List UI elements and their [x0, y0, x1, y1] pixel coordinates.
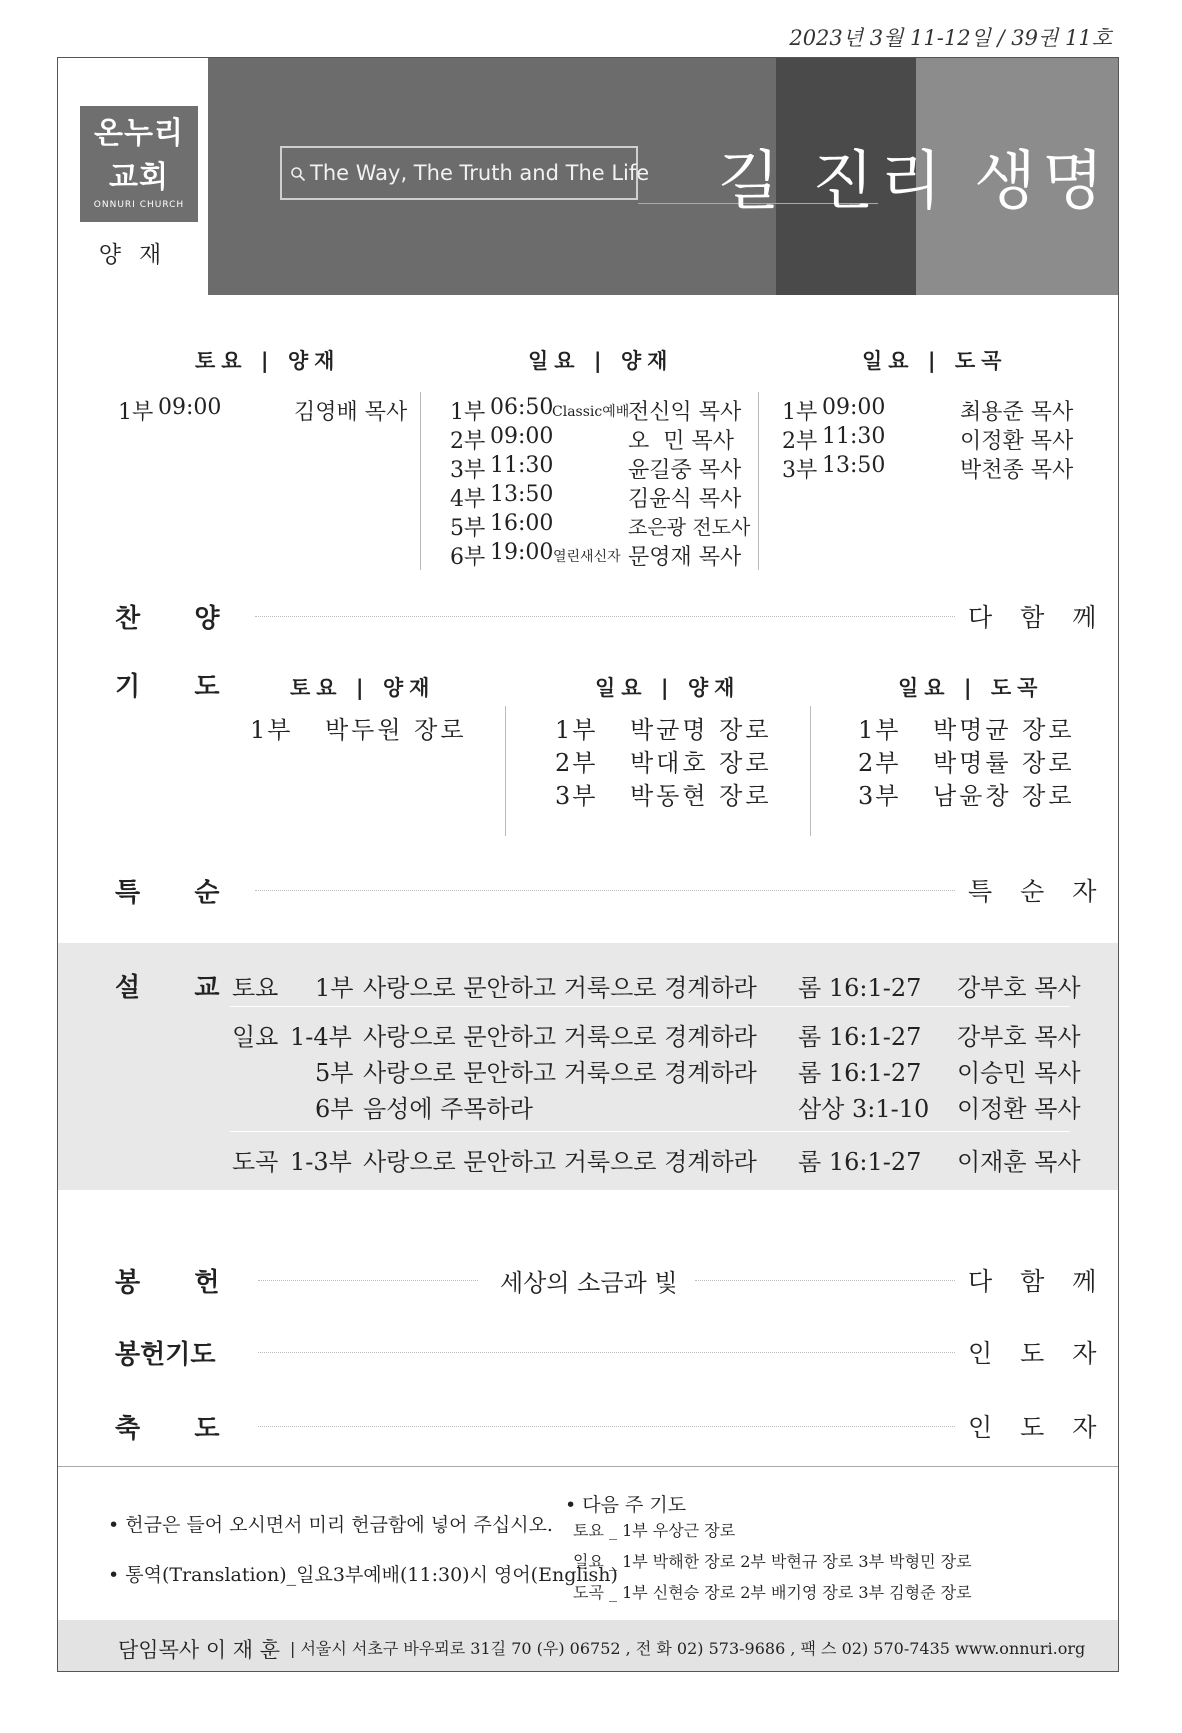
sermon-title: 사랑으로 문안하고 거룩으로 경계하라: [363, 1148, 757, 1176]
service-time: 09:00: [822, 395, 886, 420]
service-pastor: 김영배 목사: [294, 400, 408, 425]
service-part: 1부: [450, 400, 486, 425]
search-icon: [290, 166, 306, 182]
offering-label: 봉 헌: [115, 1268, 220, 1298]
sermon-label: 설 교: [115, 973, 220, 1003]
translation-note: • 통역(Translation)_일요3부예배(11:30)시 영어(English): [108, 1564, 618, 1586]
sermon-title: 음성에 주목하라: [363, 1095, 533, 1123]
prayer-part: 3부: [555, 782, 598, 810]
offering-prayer-label: 봉헌기도: [115, 1340, 216, 1370]
service-time: 13:50: [490, 482, 554, 507]
special-performer: 특 순 자: [968, 877, 1107, 906]
prayer-part: 2부: [858, 749, 901, 777]
prayer-part: 3부: [858, 782, 901, 810]
sun-dogok-heading: 일요 | 도곡: [862, 349, 1008, 373]
service-pastor: 최용준 목사: [960, 400, 1074, 425]
service-pastor: 전신익 목사: [628, 400, 742, 425]
benediction-leader: 인 도 자: [968, 1413, 1107, 1442]
senior-pastor: 담임목사 이 재 훈: [118, 1638, 281, 1662]
sermon-scripture: 롬 16:1-27: [798, 1059, 922, 1087]
service-note: 열린새신자: [553, 549, 621, 565]
service-time: 09:00: [158, 395, 222, 420]
service-time: 19:00: [490, 540, 554, 565]
service-part: 6부: [450, 545, 486, 570]
service-note: Classic예배: [552, 404, 630, 420]
service-time: 09:00: [490, 424, 554, 449]
prayer-name: 박균명 장로: [630, 716, 772, 744]
offering-song: 세상의 소금과 빛: [500, 1269, 678, 1297]
sermon-separator: [230, 1006, 1070, 1007]
sermon-preacher: 이승민 목사: [957, 1059, 1081, 1087]
service-pastor: 윤길중 목사: [628, 458, 742, 483]
campus-name: 양재: [98, 242, 180, 268]
bulletin-header: [58, 58, 1118, 295]
service-time: 11:30: [490, 453, 554, 478]
sun-yangjae-heading: 일요 | 양재: [528, 349, 674, 373]
prayer-name: 박명균 장로: [933, 716, 1075, 744]
service-part: 3부: [450, 458, 486, 483]
sermon-preacher: 이재훈 목사: [957, 1148, 1081, 1176]
column-divider: [810, 706, 811, 836]
sermon-scripture: 롬 16:1-27: [798, 1148, 922, 1176]
service-pastor: 박천종 목사: [960, 458, 1074, 483]
service-part: 3부: [782, 458, 818, 483]
next-week-title: • 다음 주 기도: [565, 1494, 687, 1516]
service-pastor: 오 민 목사: [628, 429, 734, 454]
prayer-sun-dogok-heading: 일요 | 도곡: [898, 676, 1044, 700]
dotted-leader: [258, 1280, 478, 1281]
sermon-title: 사랑으로 문안하고 거룩으로 경계하라: [363, 1023, 757, 1051]
special-label: 특 순: [115, 878, 220, 908]
prayer-sun-yangjae-heading: 일요 | 양재: [595, 676, 741, 700]
prayer-part: 2부: [555, 749, 598, 777]
sermon-scripture: 롬 16:1-27: [798, 1023, 922, 1051]
sermon-day: 일요: [232, 1023, 279, 1051]
dotted-leader: [255, 890, 955, 891]
service-part: 2부: [782, 429, 818, 454]
service-pastor: 김윤식 목사: [628, 487, 742, 512]
column-divider: [758, 392, 759, 570]
prayer-part: 1부: [858, 716, 901, 744]
prayer-name: 남윤창 장로: [933, 782, 1075, 810]
service-pastor: 조은광 전도사: [628, 515, 751, 539]
dotted-leader: [258, 1352, 955, 1353]
sermon-part: 6부: [315, 1095, 354, 1123]
sermon-preacher: 강부호 목사: [957, 974, 1081, 1002]
offering-leader: 다 함 께: [968, 1267, 1107, 1296]
sermon-day: 토요: [232, 974, 279, 1002]
service-time: 11:30: [822, 424, 886, 449]
column-divider: [420, 392, 421, 570]
next-week-line: 토요 _ 1부 우상근 장로: [573, 1521, 736, 1540]
motto-english: The Way, The Truth and The Life: [310, 161, 650, 185]
sat-yangjae-heading: 토요 | 양재: [195, 349, 341, 373]
dotted-leader: [255, 616, 955, 617]
prayer-name: 박동현 장로: [630, 782, 772, 810]
sermon-part: 1-4부: [290, 1023, 352, 1051]
service-part: 2부: [450, 429, 486, 454]
prayer-name: 박두원 장로: [325, 716, 467, 744]
sermon-preacher: 이정환 목사: [957, 1095, 1081, 1123]
prayer-part: 1부: [250, 716, 293, 744]
church-address: | 서울시 서초구 바우뫼로 31길 70 (우) 06752 , 전 화 02) 573-9686 , 팩 스 02) 570-7435 www.onnuri.org: [290, 1639, 1086, 1658]
next-week-line: 도곡 _ 1부 신현승 장로 2부 배기영 장로 3부 김형준 장로: [573, 1583, 972, 1602]
dotted-leader: [695, 1280, 955, 1281]
service-pastor: 이정환 목사: [960, 429, 1074, 454]
prayer-sat-heading: 토요 | 양재: [290, 676, 436, 700]
service-part: 1부: [118, 400, 154, 425]
service-part: 4부: [450, 487, 486, 512]
service-time: 16:00: [490, 511, 554, 536]
service-time: 13:50: [822, 453, 886, 478]
sermon-scripture: 롬 16:1-27: [798, 974, 922, 1002]
sermon-title: 사랑으로 문안하고 거룩으로 경계하라: [363, 1059, 757, 1087]
service-part: 5부: [450, 516, 486, 541]
service-pastor: 문영재 목사: [628, 545, 742, 570]
logo-line2: 교회: [109, 160, 169, 195]
service-part: 1부: [782, 400, 818, 425]
offering-note: • 헌금은 들어 오시면서 미리 헌금함에 넣어 주십시오.: [108, 1514, 553, 1536]
sermon-part: 1부: [315, 974, 354, 1002]
sermon-day: 도곡: [232, 1148, 279, 1176]
motto-search-box: [280, 146, 650, 200]
service-time: 06:50: [490, 395, 554, 420]
sermon-title: 사랑으로 문안하고 거룩으로 경계하라: [363, 974, 757, 1002]
next-week-line: 일요 _ 1부 박해한 장로 2부 박현규 장로 3부 박형민 장로: [573, 1552, 972, 1571]
offering-prayer-leader: 인 도 자: [968, 1339, 1107, 1368]
sermon-separator: [230, 1131, 1070, 1132]
column-divider: [505, 706, 506, 836]
church-logo: [80, 106, 198, 222]
prayer-name: 박대호 장로: [630, 749, 772, 777]
prayer-part: 1부: [555, 716, 598, 744]
prayer-name: 박명률 장로: [933, 749, 1075, 777]
benediction-label: 축 도: [115, 1414, 220, 1444]
sermon-scripture: 삼상 3:1-10: [798, 1095, 930, 1123]
logo-subtitle: ONNURI CHURCH: [93, 200, 185, 210]
praise-label: 찬 양: [115, 604, 220, 634]
issue-dateline: 2023년 3월 11-12일 / 39권 11호: [789, 26, 1112, 50]
header-logo-panel: [58, 58, 208, 295]
logo-line1: 온누리: [94, 116, 184, 151]
sermon-preacher: 강부호 목사: [957, 1023, 1081, 1051]
motto-korean: 길 진리 생명: [718, 145, 1110, 219]
prayer-label: 기 도: [115, 672, 220, 702]
sermon-part: 5부: [315, 1059, 354, 1087]
sermon-part: 1-3부: [290, 1148, 352, 1176]
praise-leader: 다 함 께: [968, 603, 1107, 632]
notes-divider: [58, 1466, 1118, 1467]
dotted-leader: [258, 1426, 955, 1427]
